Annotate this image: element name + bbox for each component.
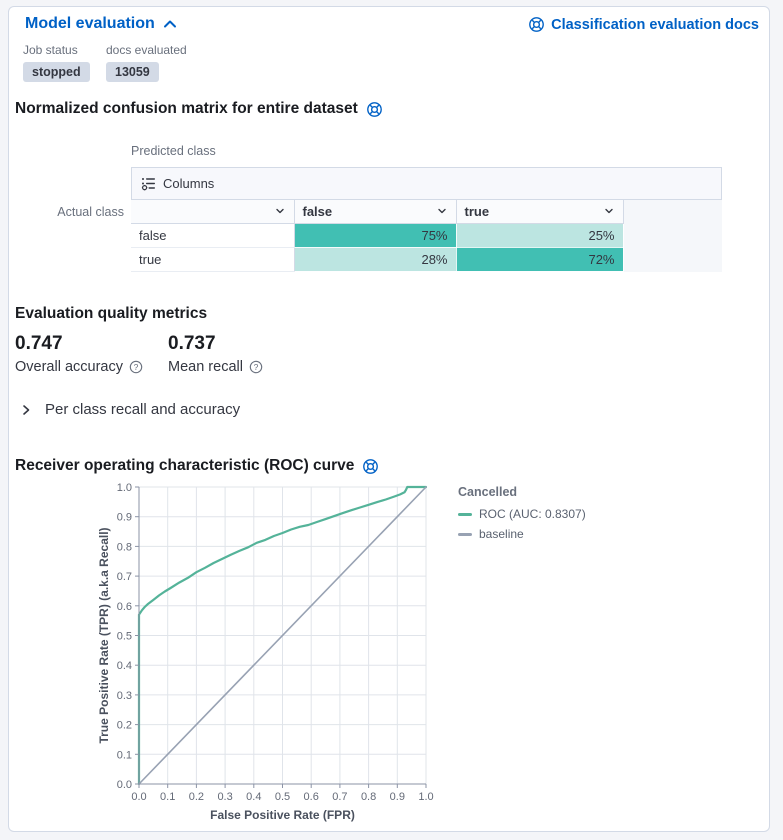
docs-evaluated-badge: 13059	[106, 62, 159, 82]
svg-text:0.3: 0.3	[116, 689, 132, 702]
docs-evaluated-label: docs evaluated	[106, 43, 187, 57]
svg-text:0.9: 0.9	[116, 511, 132, 524]
svg-text:0.8: 0.8	[360, 791, 377, 803]
matrix-cell: 72%	[456, 247, 623, 271]
row-label: false	[131, 223, 294, 247]
confusion-matrix-grid	[131, 167, 722, 272]
overall-accuracy-label: Overall accuracy	[15, 359, 123, 375]
svg-text:0.3: 0.3	[217, 791, 233, 803]
svg-text:0.0: 0.0	[116, 779, 132, 791]
predicted-class-label: Predicted class	[131, 144, 216, 158]
roc-heading: Receiver operating characteristic (ROC) curve	[15, 457, 379, 475]
svg-text:0.4: 0.4	[116, 660, 132, 673]
matrix-cell: 25%	[456, 223, 623, 247]
row-label-column-header	[131, 200, 294, 223]
column-header-false: false	[294, 200, 456, 223]
mean-recall-metric	[168, 333, 263, 375]
confusion-matrix-table	[131, 200, 624, 272]
roc-chart	[96, 479, 454, 834]
svg-text:0.9: 0.9	[389, 791, 405, 803]
chevron-down-icon[interactable]	[603, 205, 615, 217]
overall-accuracy-value: 0.747	[15, 333, 63, 354]
svg-text:False Positive Rate (FPR): False Positive Rate (FPR)	[210, 808, 355, 822]
job-status-stat	[23, 43, 90, 82]
svg-text:1.0: 1.0	[116, 482, 132, 494]
confusion-matrix-heading-text: Normalized confusion matrix for entire dataset	[15, 100, 358, 117]
svg-text:?: ?	[253, 362, 259, 372]
per-class-accordion-label: Per class recall and accuracy	[45, 401, 241, 418]
svg-text:0.2: 0.2	[188, 791, 205, 803]
mean-recall-label: Mean recall	[168, 359, 243, 375]
svg-text:0.5: 0.5	[116, 630, 132, 643]
confusion-matrix-heading	[15, 100, 383, 118]
classification-docs-link[interactable]	[528, 16, 759, 33]
legend-swatch	[458, 533, 472, 536]
roc-legend	[458, 485, 586, 547]
question-circle-icon[interactable]	[129, 360, 143, 374]
table-row	[131, 223, 623, 247]
svg-text:0.7: 0.7	[116, 571, 132, 584]
chevron-down-icon[interactable]	[436, 205, 448, 217]
matrix-cell: 75%	[294, 223, 456, 247]
svg-text:0.4: 0.4	[246, 791, 262, 803]
svg-text:0.7: 0.7	[332, 791, 348, 803]
svg-text:0.6: 0.6	[303, 791, 319, 803]
help-lifering-icon	[528, 16, 545, 33]
svg-text:0.5: 0.5	[274, 791, 291, 803]
model-evaluation-panel	[8, 6, 770, 832]
svg-text:0.1: 0.1	[116, 749, 132, 762]
legend-item-baseline[interactable]: baseline	[458, 527, 586, 541]
svg-text:True Positive Rate (TPR) (a.k.: True Positive Rate (TPR) (a.k.a Recall)	[97, 527, 111, 744]
docs-link-label: Classification evaluation docs	[551, 16, 759, 33]
model-evaluation-accordion-toggle[interactable]	[25, 15, 177, 33]
actual-class-label: Actual class	[57, 205, 124, 219]
metrics-heading: Evaluation quality metrics	[15, 305, 208, 322]
svg-text:?: ?	[133, 362, 139, 372]
chevron-right-icon	[19, 403, 33, 417]
svg-text:0.1: 0.1	[160, 791, 176, 803]
legend-title: Cancelled	[458, 485, 518, 499]
chevron-down-icon[interactable]	[274, 205, 286, 217]
table-row	[131, 247, 623, 271]
columns-button-label: Columns	[163, 176, 215, 191]
svg-text:1.0: 1.0	[418, 791, 434, 803]
job-status-badge: stopped	[23, 62, 90, 82]
columns-button[interactable]	[141, 176, 214, 191]
chevron-up-icon	[163, 18, 177, 30]
matrix-cell: 28%	[294, 247, 456, 271]
row-label: true	[131, 247, 294, 271]
overall-accuracy-metric	[15, 333, 143, 375]
datagrid-toolbar	[131, 167, 722, 200]
svg-text:0.0: 0.0	[131, 791, 147, 803]
docs-evaluated-stat	[106, 43, 187, 82]
help-lifering-icon[interactable]	[362, 458, 379, 475]
svg-text:0.2: 0.2	[116, 719, 132, 732]
job-status-label: Job status	[23, 43, 78, 57]
question-circle-icon[interactable]	[249, 360, 263, 374]
legend-swatch	[458, 513, 472, 516]
header-row	[131, 200, 623, 223]
legend-item-roc[interactable]: ROC (AUC: 0.8307)	[458, 507, 586, 521]
help-lifering-icon[interactable]	[366, 101, 383, 118]
accordion-label: Model evaluation	[25, 15, 155, 32]
mean-recall-value: 0.737	[168, 333, 216, 354]
svg-text:0.6: 0.6	[116, 600, 132, 613]
svg-text:0.8: 0.8	[116, 541, 132, 554]
columns-gear-icon	[141, 176, 156, 191]
per-class-accordion-toggle[interactable]	[19, 401, 240, 418]
column-header-true: true	[456, 200, 623, 223]
